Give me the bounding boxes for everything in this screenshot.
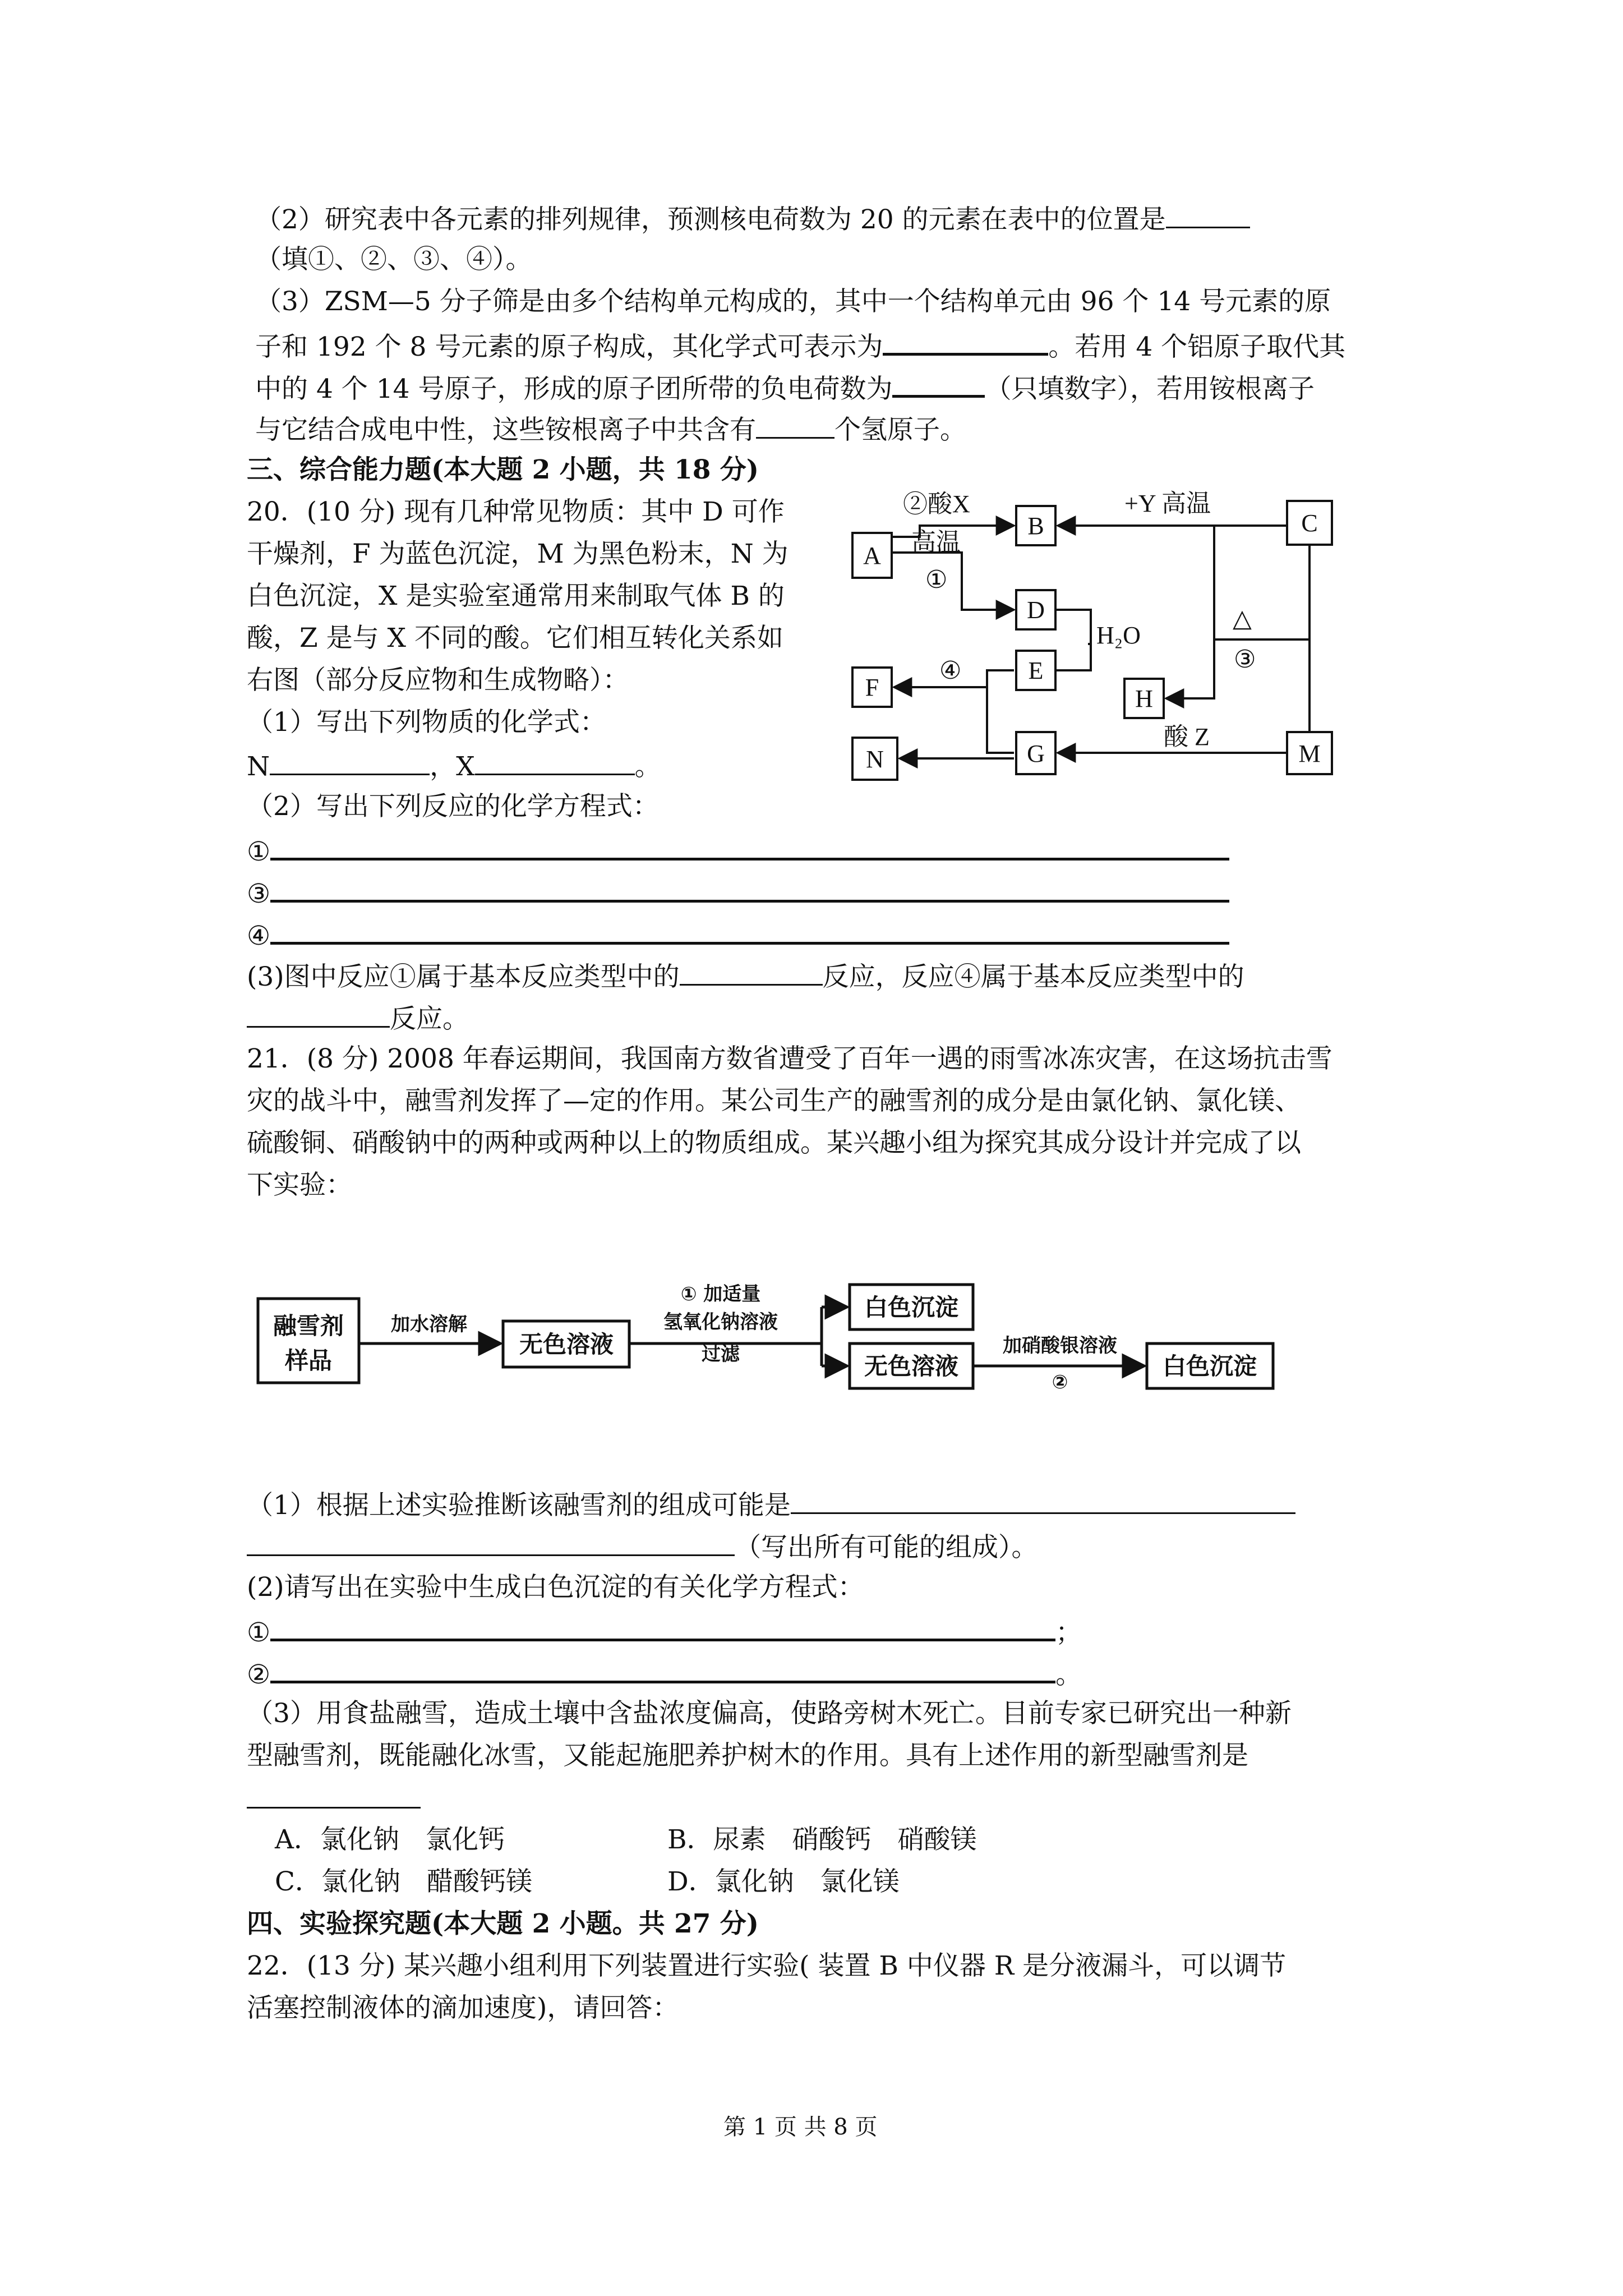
label-heat: △: [1233, 605, 1252, 632]
white-ppt-label-1: 白色沉淀: [864, 1294, 959, 1321]
node-b-label: B: [1027, 512, 1044, 540]
q21-eq1: ① ；: [247, 1613, 1082, 1650]
blank-q21-new-agent[interactable]: [247, 1781, 421, 1809]
q20-eq1: ①: [247, 832, 1229, 869]
experiment-flow-diagram: [250, 1262, 1281, 1397]
q21-part3-blank-line: [247, 1781, 421, 1817]
q20-eq3: ③: [247, 874, 1229, 911]
node-h-label: H: [1135, 685, 1153, 712]
q21-options-row1: [275, 1823, 977, 1857]
q20-line1: 20．(10 分) 现有几种常见物质：其中 D 可作: [247, 496, 785, 527]
q21-part2: (2)请写出在实验中生成白色沉淀的有关化学方程式：: [247, 1572, 864, 1603]
q20-part3-line2: 反应。: [247, 1000, 469, 1036]
node-c-label: C: [1301, 509, 1318, 537]
node-n-label: N: [866, 746, 884, 773]
step1-label-c: 过滤: [702, 1343, 740, 1365]
q21-line3: 硫酸铜、硝酸钠中的两种或两种以上的物质组成。某兴趣小组为探究其成分设计并完成了以: [247, 1128, 1301, 1158]
q19-3-line1: （3）ZSM—5 分子筛是由多个结构单元构成的，其中一个结构单元由 96 个 14 号元素的原: [255, 286, 1331, 317]
q19-2-line2: （填①、②、③、④）。: [255, 244, 532, 275]
section-3-heading: 三、综合能力题(本大题 2 小题，共 18 分): [247, 454, 759, 485]
blank-q19-3-formula[interactable]: [883, 327, 1048, 356]
label-reaction-3: ③: [1234, 646, 1256, 673]
option-c[interactable]: C．氯化钠 醋酸钙镁: [275, 1866, 532, 1897]
step-dissolve-label: 加水溶解: [391, 1313, 467, 1336]
label-acid-z: 酸 Z: [1164, 723, 1210, 751]
blank-q20-n[interactable]: [270, 748, 430, 775]
option-b[interactable]: B．尿素 硝酸钙 硝酸镁: [667, 1824, 977, 1855]
q19-3-line3: 中的 4 个 14 号原子，形成的原子团所带的负电荷数为 （只填数字），若用铵根离子: [255, 369, 1315, 406]
blank-q20-x[interactable]: [475, 748, 635, 775]
q20-eq4: ④: [247, 916, 1229, 953]
arrow-to-h: [1166, 526, 1214, 698]
q20-part1: （1）写出下列物质的化学式：: [247, 707, 606, 738]
q22-line1: 22．(13 分) 某兴趣小组利用下列装置进行实验( 装置 B 中仪器 R 是分液漏斗，可以调节: [247, 1950, 1287, 1981]
q20-line2: 干燥剂，F 为蓝色沉淀，M 为黑色粉末，N 为: [247, 539, 789, 569]
node-e-label: E: [1028, 657, 1044, 684]
q20-line4: 酸，Z 是与 X 不同的酸。它们相互转化关系如: [247, 623, 783, 654]
label-high-temp: 高温: [911, 528, 961, 556]
q21-part3-line2: 型融雪剂，既能融化冰雪，又能起施肥养护树木的作用。具有上述作用的新型融雪剂是: [247, 1740, 1248, 1771]
node-m-label: M: [1298, 740, 1321, 767]
option-d[interactable]: D．氯化钠 氯化镁: [667, 1866, 900, 1897]
colorless-label-2: 无色溶液: [864, 1352, 959, 1380]
q19-2-line1: （2）研究表中各元素的排列规律，预测核电荷数为 20 的元素在表中的位置是: [255, 201, 1250, 237]
sample-label-2: 样品: [284, 1347, 333, 1374]
q20-line3: 白色沉淀，X 是实验室通常用来制取气体 B 的: [247, 581, 785, 611]
q22-line2: 活塞控制液体的滴加速度)，请回答：: [247, 1993, 679, 2023]
link-e-g: [987, 687, 1014, 753]
reaction-diagram: [850, 482, 1343, 797]
label-reaction-4: ④: [939, 657, 962, 684]
q21-eq2: ② 。: [247, 1655, 1082, 1692]
label-acid-x: ②酸X: [903, 490, 970, 518]
blank-q20-type1[interactable]: [680, 958, 823, 986]
node-g-label: G: [1027, 740, 1045, 767]
step2-label-b: ②: [1052, 1371, 1068, 1393]
blank-q21-composition-b[interactable]: [247, 1529, 735, 1556]
label-plus-y: +Y 高温: [1124, 490, 1211, 517]
q21-line1: 21．(8 分) 2008 年春运期间，我国南方数省遭受了百年一遇的雨雪冰冻灾害，在这场抗击雪: [247, 1043, 1332, 1074]
q21-part1-line1: （1）根据上述实验推断该融雪剂的组成可能是: [247, 1487, 1295, 1522]
arrow-a-to-d: [892, 553, 1014, 610]
section-4-heading: 四、实验探究题(本大题 2 小题。共 27 分): [247, 1908, 759, 1939]
q21-part3-line1: （3）用食盐融雪，造成土壤中含盐浓度偏高，使路旁树木死亡。目前专家已研究出一种新: [247, 1698, 1292, 1729]
q19-3-line2: 子和 192 个 8 号元素的原子构成，其化学式可表示为 。若用 4 个铝原子取代其: [255, 327, 1345, 364]
white-ppt-label-2: 白色沉淀: [1162, 1352, 1257, 1380]
q21-part1-line2: （写出所有可能的组成）。: [247, 1529, 1038, 1565]
blank-q19-3-hydrogen[interactable]: [756, 411, 834, 439]
q20-part2: （2）写出下列反应的化学方程式：: [247, 791, 659, 822]
option-a[interactable]: A．氯化钠 氯化钙: [275, 1824, 505, 1855]
node-d-label: D: [1027, 596, 1045, 624]
node-f-label: F: [865, 674, 879, 701]
q21-options-row2: [275, 1865, 900, 1899]
blank-q20-eq1[interactable]: [270, 832, 1229, 861]
page-footer: 第 1 页 共 8 页: [723, 2114, 878, 2140]
blank-q21-composition-a[interactable]: [791, 1487, 1295, 1514]
blank-q19-2[interactable]: [1166, 201, 1250, 228]
step1-label-a: ① 加适量: [680, 1283, 761, 1305]
node-a-label: A: [863, 542, 881, 569]
blank-q20-eq3[interactable]: [270, 874, 1229, 903]
q21-line2: 灾的战斗中，融雪剂发挥了—定的作用。某公司生产的融雪剂的成分是由氯化钠、氯化镁、: [247, 1085, 1301, 1116]
q20-part3-line1: (3)图中反应①属于基本反应类型中的 反应，反应④属于基本反应类型中的: [247, 958, 1244, 994]
label-water: H₂O: [1096, 622, 1141, 649]
label-reaction-1: ①: [925, 566, 948, 593]
blank-q21-eq2[interactable]: [270, 1655, 1055, 1683]
q19-3-line4: 与它结合成电中性，这些铵根离子中共含有 个氢原子。: [255, 411, 966, 447]
blank-q19-3-charge[interactable]: [892, 369, 985, 398]
q20-part1-answers: N ，X 。: [247, 748, 661, 784]
blank-q20-type4[interactable]: [247, 1000, 390, 1028]
blank-q21-eq1[interactable]: [270, 1613, 1055, 1641]
q21-line4: 下实验：: [247, 1170, 352, 1200]
sample-label-1: 融雪剂: [273, 1312, 344, 1340]
q20-line5: 右图（部分反应物和生成物略）：: [247, 665, 629, 696]
step2-label-a: 加硝酸银溶液: [1003, 1335, 1117, 1357]
blank-q20-eq4[interactable]: [270, 916, 1229, 945]
colorless-label-1: 无色溶液: [519, 1331, 614, 1358]
bracket-d-e: [1055, 610, 1091, 670]
step1-label-b: 氢氧化钠溶液: [663, 1311, 778, 1333]
